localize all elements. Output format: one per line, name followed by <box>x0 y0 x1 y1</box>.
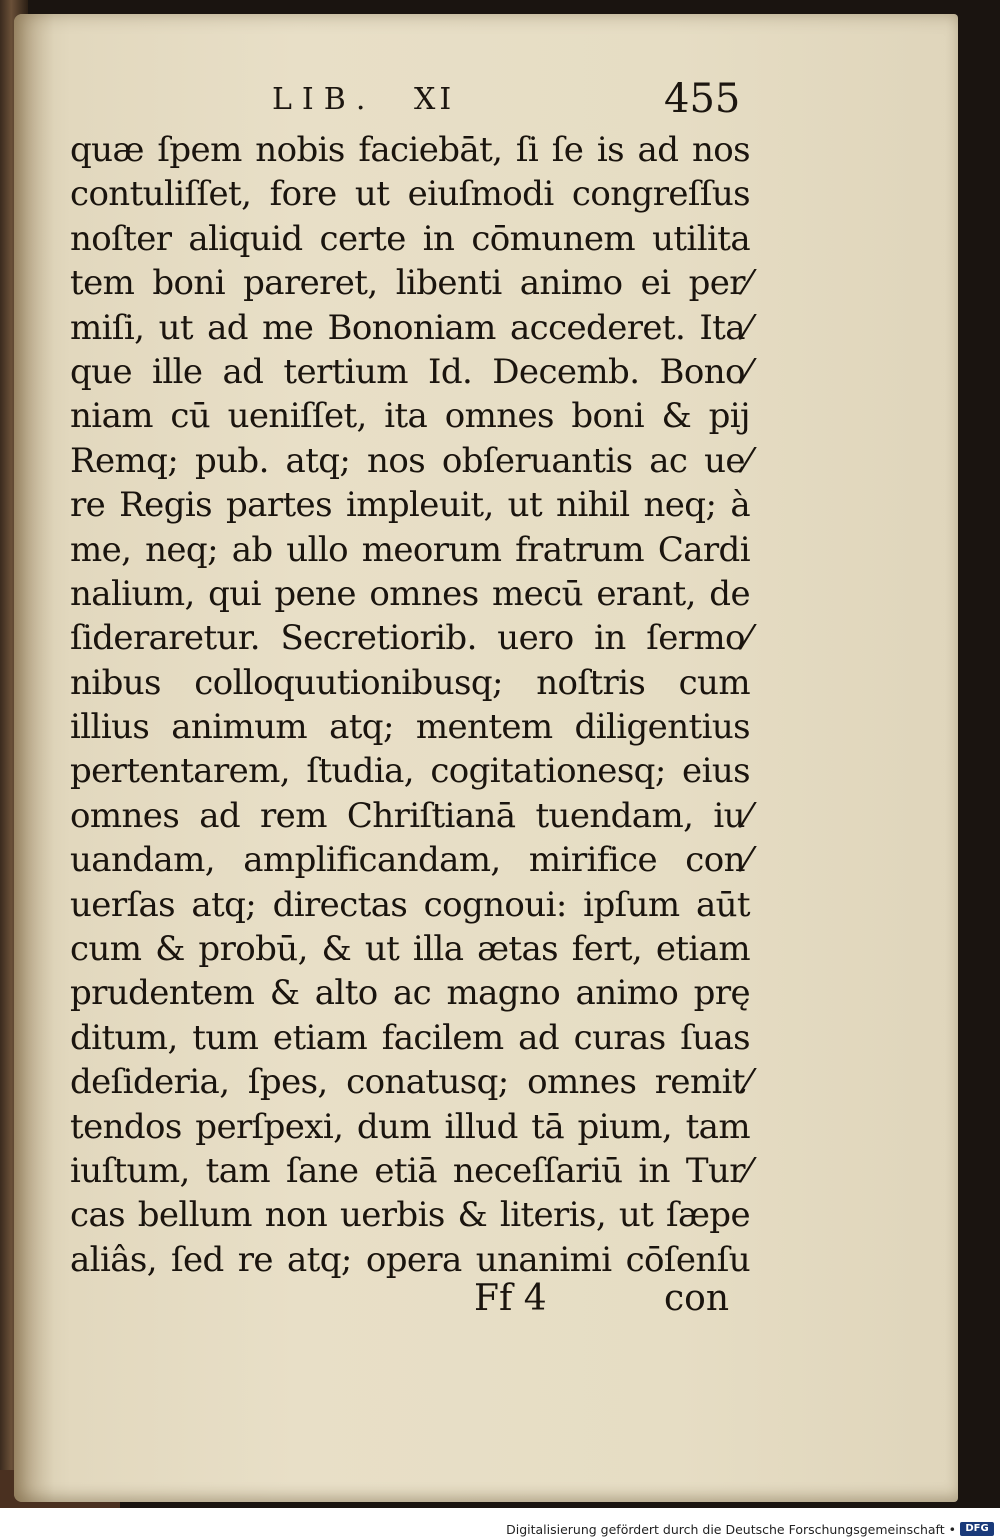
text-line: cas bellum non uerbis & literis, ut ſæpe <box>70 1195 750 1236</box>
text-line: nalium, qui pene omnes mecū erant, de <box>70 573 750 614</box>
text-line: illius animum atq; mentem diligentius <box>70 707 750 748</box>
text-line: uandam, amplificandam, mirifice con⁄ <box>70 840 750 881</box>
text-line: miſi, ut ad me Bononiam accederet. Ita⁄ <box>70 307 750 348</box>
text-line: iuſtum, tam ſane etiā neceſſariū in Tur⁄ <box>70 1150 750 1191</box>
text-line: omnes ad rem Chriſtianā tuendam, iu⁄ <box>70 795 750 836</box>
running-head-numeral: XI <box>414 82 456 117</box>
text-line: tendos perſpexi, dum illud tā pium, tam <box>70 1106 750 1147</box>
catchword: con <box>664 1278 730 1319</box>
credit-text: Digitalisierung gefördert durch die Deutsche Forschungsgemeinschaft • <box>506 1522 956 1537</box>
signature-mark: Ff 4 <box>474 1278 547 1319</box>
text-line: noſter aliquid certe in cōmunem utilita <box>70 218 750 259</box>
page-number: 455 <box>664 76 741 122</box>
running-head <box>14 76 958 132</box>
text-line: aliâs, ſed re atq; opera unanimi cōſenſu <box>70 1239 750 1280</box>
dfg-logo-icon: DFG <box>960 1522 994 1536</box>
text-line: deſideria, ſpes, conatusq; omnes remit⁄ <box>70 1062 750 1103</box>
text-line: re Regis partes impleuit, ut nihil neq; à <box>70 485 750 526</box>
text-line: prudentem & alto ac magno animo prę <box>70 973 750 1014</box>
running-head-book: LIB. <box>272 82 376 117</box>
body-text <box>70 128 750 1282</box>
book-page <box>14 14 958 1502</box>
text-line: uerſas atq; directas cognoui: ipſum aūt <box>70 884 750 925</box>
text-line: tem boni pareret, libenti animo ei per⁄ <box>70 263 750 304</box>
page-footer <box>14 1278 958 1328</box>
text-line: pertentarem, ſtudia, cogitationesq; eius <box>70 751 750 792</box>
text-line: Remq; pub. atq; nos obſeruantis ac ue⁄ <box>70 440 750 481</box>
text-line: quæ ſpem nobis faciebāt, ſi ſe is ad nos <box>70 130 750 170</box>
text-line: contuliſſet, fore ut eiuſmodi congreſſus <box>70 174 750 215</box>
text-line: me, neq; ab ullo meorum fratrum Cardi <box>70 529 750 570</box>
text-line: niam cū ueniſſet, ita omnes boni & pij <box>70 396 750 437</box>
text-line: que ille ad tertium Id. Decemb. Bono⁄ <box>70 351 750 392</box>
text-line: ditum, tum etiam facilem ad curas ſuas <box>70 1017 750 1058</box>
text-line: ſideraretur. Secretiorib. uero in ſermo⁄ <box>70 618 750 659</box>
credit-bar <box>0 1508 1000 1540</box>
text-line: cum & probū, & ut illa ætas fert, etiam <box>70 929 750 970</box>
text-line: nibus colloquutionibusq; noſtris cum <box>70 662 750 703</box>
